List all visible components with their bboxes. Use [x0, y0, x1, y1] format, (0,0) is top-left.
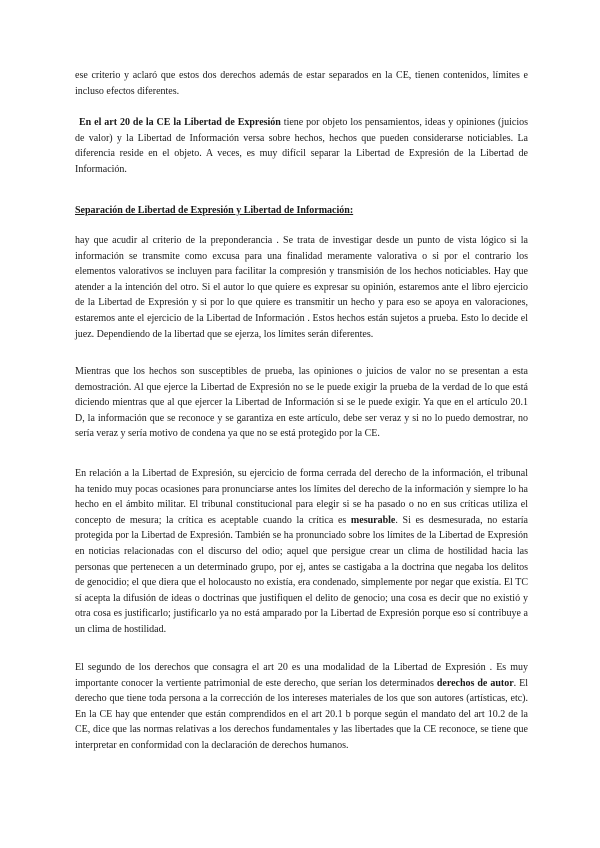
paragraph-3	[75, 233, 528, 342]
paragraph-5-text-a: En relación a la Libertad de Expresión, su ejercicio de forma cerrada del derecho de la información, el tribunal ha tenido muy pocas ocasiones para pronunciarse antes los límites del derecho de la información y siempre lo ha hecho en el ámbito militar. El tribunal constitucional para elegir si se ha pasado o no en sus críticas utiliza el concepto de mesura; la crítica es aceptable cuando la crítica es	[75, 468, 528, 526]
paragraph-1	[75, 68, 528, 99]
paragraph-5	[75, 466, 528, 638]
paragraph-6-bold: derechos de autor	[436, 677, 514, 689]
paragraph-4	[75, 364, 528, 442]
paragraph-5-bold: mesurable	[350, 514, 396, 526]
paragraph-2-text: tiene por objeto los pensamientos, ideas y opiniones (juicios de valor) y la Libertad de Información versa sobre hechos, hechos que pueden considerarse noticiables. La diferencia reside en el objeto. A veces, es muy difícil separar la Libertad de Expresión de la Libertad de Información.	[75, 117, 528, 175]
paragraph-5-text-b: . Si es desmesurada, no estaría protegida por la Libertad de Expresión. También se ha pronunciado sobre los límites de la Libertad de Expresión en noticias relacionadas con el discurso del odio; aquel que persigue crear un clima de hostilidad hacia las personas que pertenecen a un determinado grupo, por ej, antes se castigaba a la doctrina que negaba los delitos de genocidio; el que diera que el holocausto no existía, era condenado, simplemente por negar que existía. El TC sí acepta la difusión de ideas o doctrinas que justifiquen el delito de genocio; una cosa es decir que no existió y otra cosa es justificarlo; justificarlo ya no está amparado por la Libertad de Expresión porque eso sí contribuye a un clima de hostilidad.	[75, 514, 528, 635]
section-heading: Separación de Libertad de Expresión y Libertad de Información:	[75, 205, 354, 216]
paragraph-6-text-a: El segundo de los derechos que consagra el art 20 es una modalidad de la Libertad de Expresión . Es muy importante conocer la vertiente patrimonial de este derecho, que serían los determinados	[75, 662, 528, 689]
paragraph-2-lead: En el art 20 de la CE la Libertad de Expresión	[79, 117, 281, 128]
paragraph-4-text: Mientras que los hechos son susceptibles de prueba, las opiniones o juicios de valor no se presentan a esta demostración. Al que ejerce la Libertad de Expresión no se le puede exigir la prueba de la verdad de lo que está diciendo mientras que al que ejercer la Libertad de Información si se le puede exigir. Ya que en el artículo 20.1 D, la información que se reconoce y se garantiza en este artículo, debe ser veraz y si no lo puedo demostrar, no sería veraz y sería motivo de condena ya que no se está protegido por la CE.	[75, 366, 528, 440]
paragraph-6	[75, 660, 528, 754]
paragraph-2	[75, 115, 528, 177]
paragraph-3-text: hay que acudir al criterio de la preponderancia . Se trata de investigar desde un punto de vista lógico si la información se transmite como excusa para una finalidad meramente valorativa o si por el contrario los elementos valorativos se incluyen para facilitar la compresión y transmisión de los hechos noticiables. Hay que atender a la intención del otro. Si el autor lo que quiere es expresar su opinión, estaremos ante el libro ejercicio de la Libertad de Expresión y si por lo que quiere es transmitir un hecho y para eso se apoya en valoraciones, estaremos ante el ejercicio de la Libertad de Información . Estos hechos están sujetos a prueba. Esto lo decide el juez. Dependiendo de la libertad que se ejerza, los límites serán diferentes.	[75, 235, 528, 340]
paragraph-6-text-b: . El derecho que tiene toda persona a la corrección de los intereses materiales de los que son autores (artísticas, etc). En la CE hay que entender que están comprendidos en el art 20.1 b porque según el mandato del art 10.2 de la CE, dice que las normas relativas a los derechos fundamentales y las libertades que la CE reconoce, se tiene que interpretar en conformidad con la declaración de derechos humanos.	[75, 677, 529, 751]
paragraph-1-text: ese criterio y aclaró que estos dos derechos además de estar separados en la CE, tienen contenidos, límites e incluso efectos diferentes.	[75, 70, 528, 97]
